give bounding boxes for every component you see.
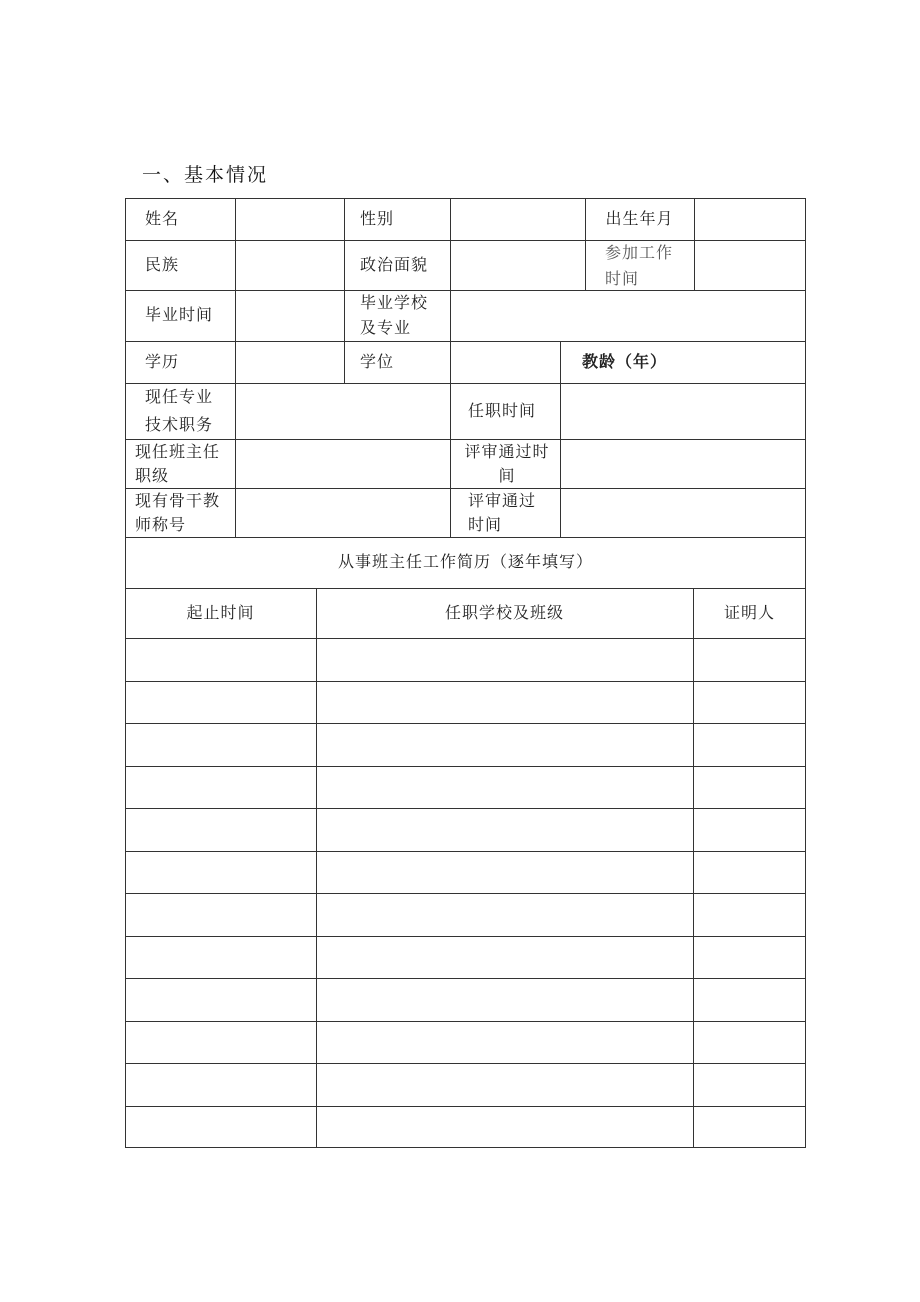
history-header-witness: 证明人 [723, 602, 775, 622]
grad-time-label: 毕业时间 [145, 305, 214, 325]
work-start-label: 参加工作时间 [605, 243, 674, 288]
political-label: 政治面貌 [360, 254, 429, 274]
name-label: 姓名 [145, 208, 180, 228]
education-label: 学历 [145, 351, 180, 371]
review-time-label-1: 评审通过时间 [464, 442, 550, 485]
gender-label: 性别 [360, 208, 395, 228]
current-title-label: 现任专业技术职务 [145, 387, 214, 434]
ethnicity-label: 民族 [145, 254, 180, 274]
teaching-years-label: 教龄（年） [582, 351, 668, 371]
section-title: 一、基本情况 [142, 164, 269, 186]
form-border [125, 198, 806, 1148]
history-header-period: 起止时间 [186, 602, 255, 622]
degree-label: 学位 [360, 351, 395, 371]
birth-label: 出生年月 [605, 208, 674, 228]
appoint-time-label: 任职时间 [468, 400, 537, 420]
basic-info-form [125, 198, 806, 1148]
history-header-school: 任职学校及班级 [444, 602, 564, 622]
homeroom-level-label: 现任班主任职级 [135, 442, 221, 485]
history-title: 从事班主任工作简历（逐年填写） [337, 552, 593, 572]
review-time-label-2: 评审通过时间 [468, 491, 537, 534]
backbone-label: 现有骨干教师称号 [135, 491, 221, 534]
grad-school-label: 毕业学校及专业 [360, 293, 429, 337]
